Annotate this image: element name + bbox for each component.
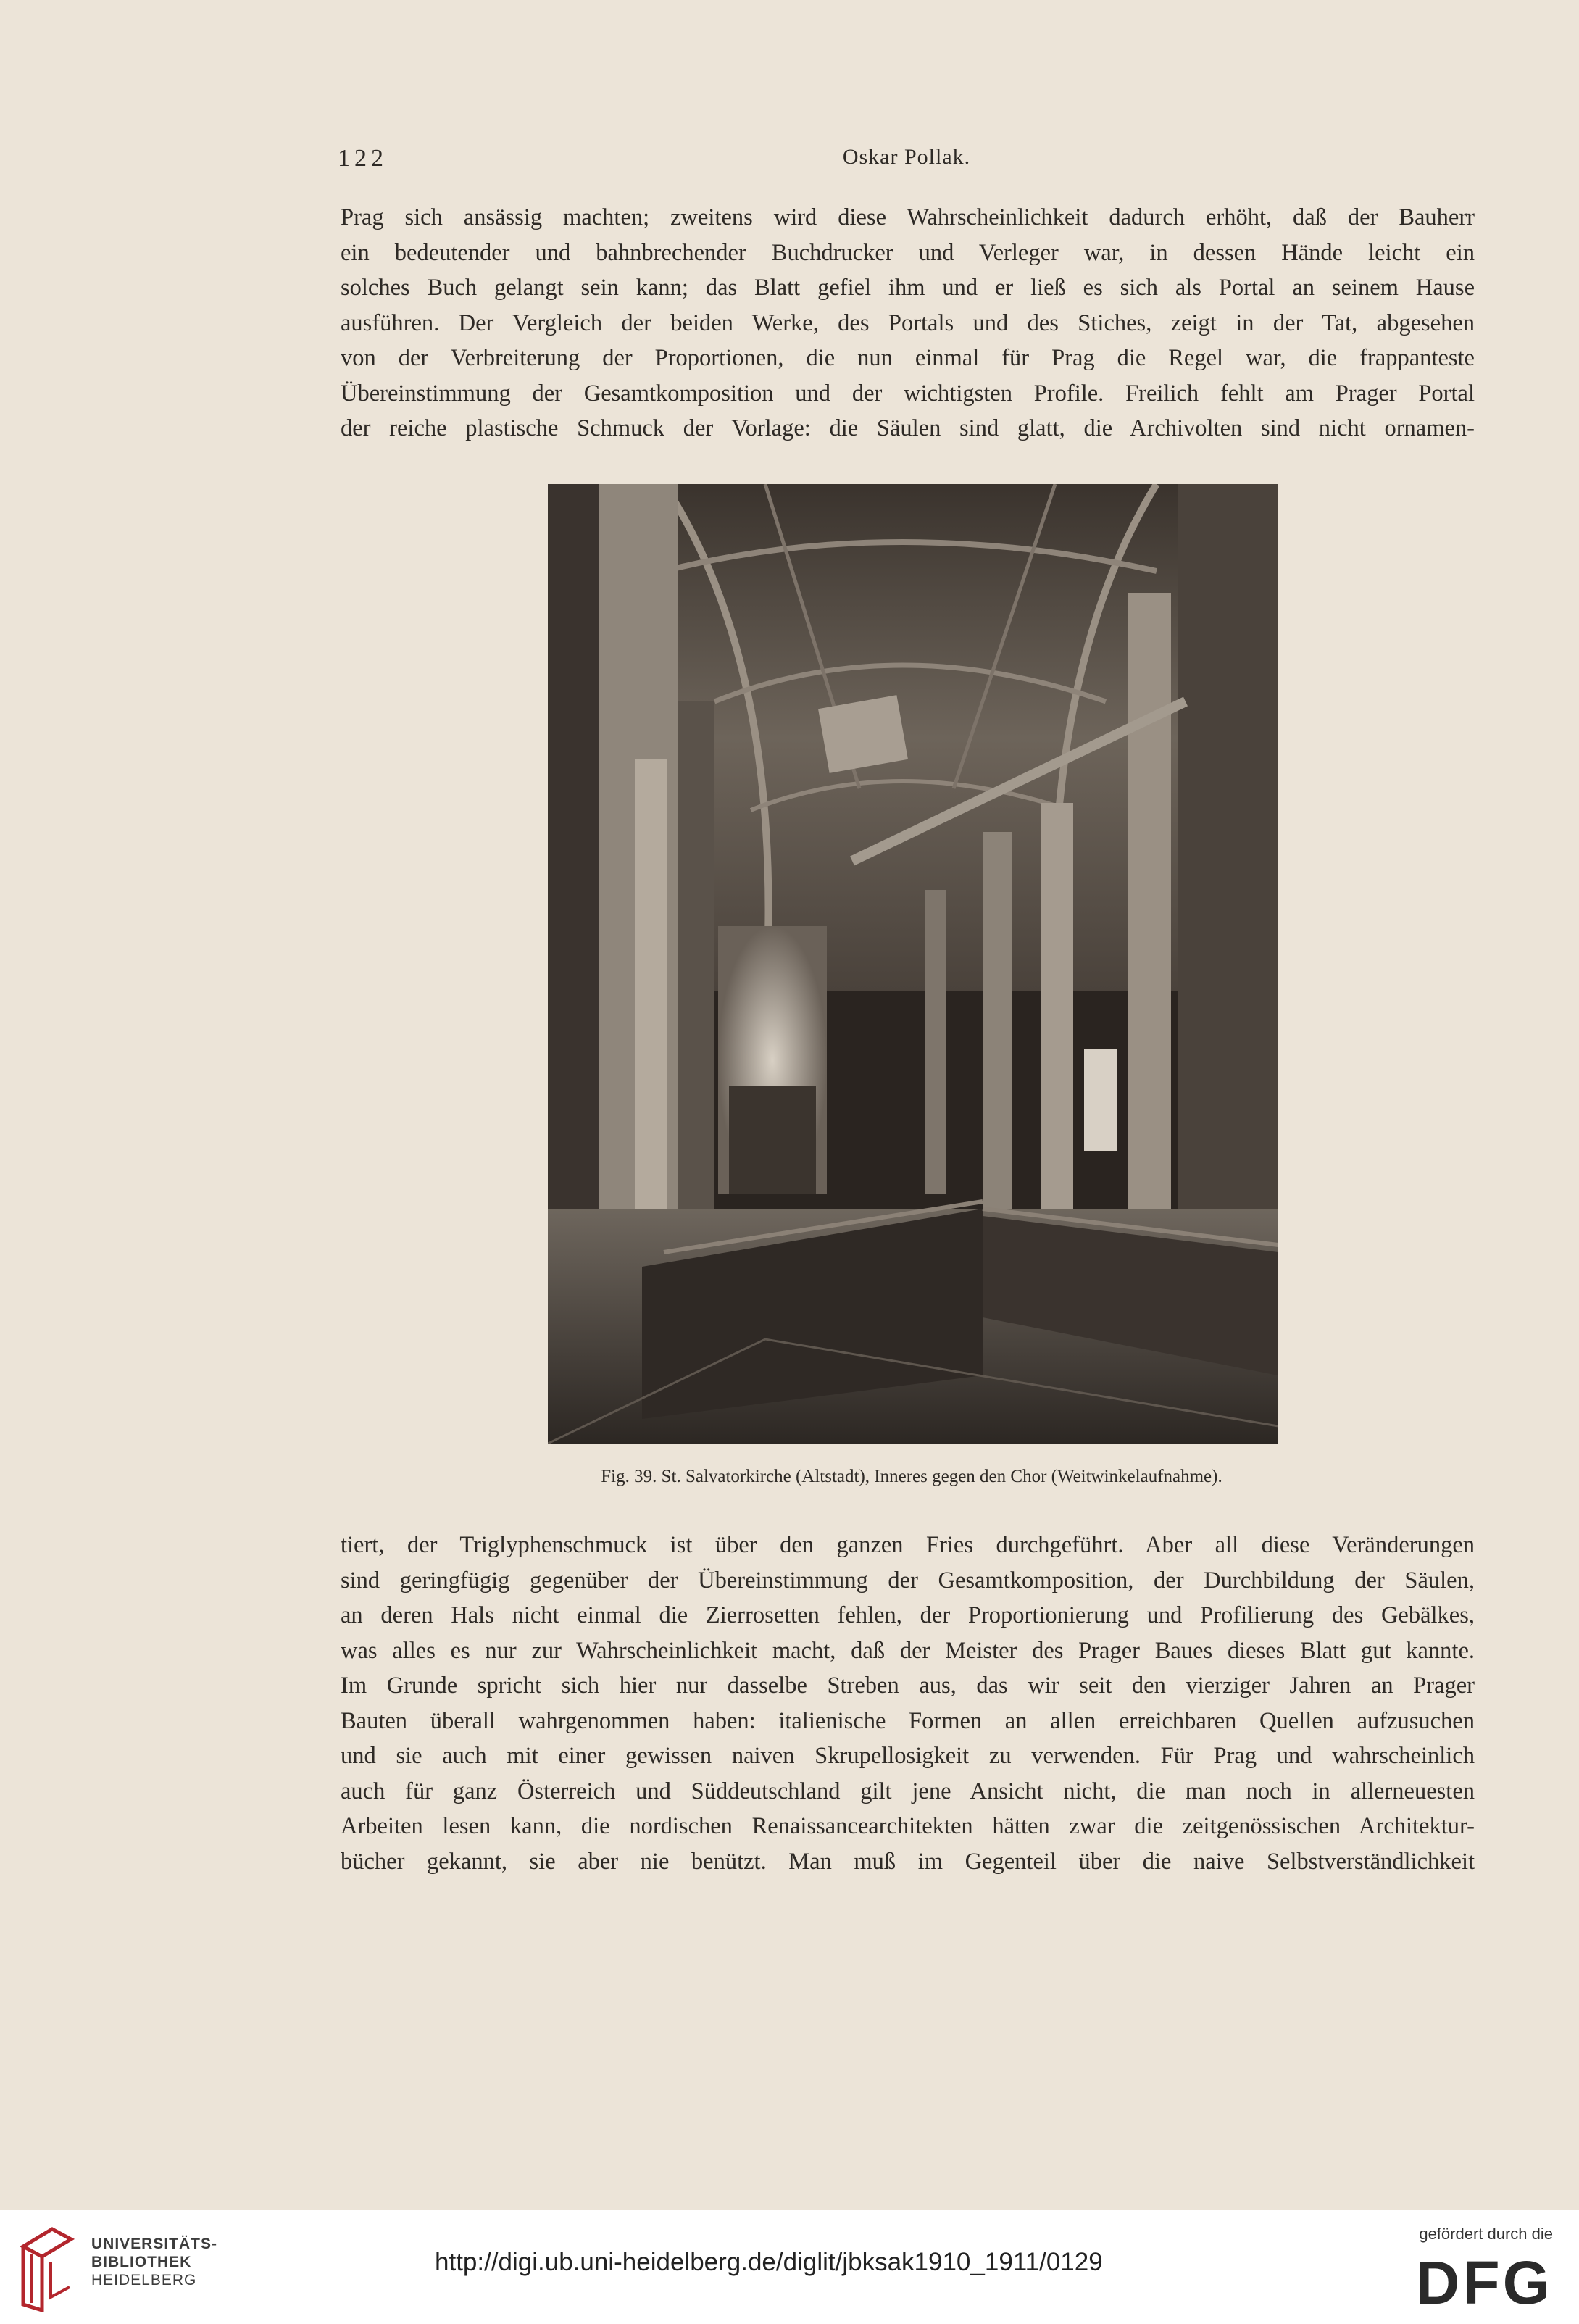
permalink-url[interactable]: http://digi.ub.uni-heidelberg.de/diglit/jbksak1910_1911/0129 xyxy=(435,2248,1103,2276)
text-line: ausführen. Der Vergleich der beiden Werke, des Portals und des Stiches, zeigt in der Tat, abgesehen xyxy=(341,309,1475,336)
photo-illustration xyxy=(548,484,1278,1444)
text-line: tiert, der Triglyphenschmuck ist über den ganzen Fries durchgeführt. Aber all diese Veränderungen xyxy=(341,1532,1475,1558)
library-name xyxy=(91,2235,217,2289)
text-line: Bauten überall wahrgenommen haben: italienische Formen an allen erreichbaren Quellen aufzusuchen xyxy=(341,1707,1475,1734)
funded-by-text: gefördert durch die xyxy=(1419,2225,1553,2243)
page-header xyxy=(338,145,1475,181)
text-line: Prag sich ansässig machten; zweitens wird diese Wahrscheinlichkeit dadurch erhöht, daß der Bauherr xyxy=(341,204,1475,230)
running-head: Oskar Pollak. xyxy=(842,145,971,169)
university-library-logo-icon xyxy=(16,2225,78,2312)
body-text-top xyxy=(341,200,1475,446)
text-line: Übereinstimmung der Gesamtkomposition und der wichtigsten Profile. Freilich fehlt am Prager Portal xyxy=(341,380,1475,407)
text-line: sind geringfügig gegenüber der Übereinstimmung der Gesamtkomposition, der Durchbildung der Säulen, xyxy=(341,1567,1475,1594)
text-line: von der Verbreiterung der Proportionen, die nun einmal für Prag die Regel war, die frappanteste xyxy=(341,345,1475,371)
body-text-bottom xyxy=(341,1528,1475,1879)
text-line: was alles es nur zur Wahrscheinlichkeit macht, daß der Meister des Prager Baues dieses Blatt gut kannte. xyxy=(341,1637,1475,1664)
dfg-logo: DFG xyxy=(1415,2249,1553,2317)
text-line: der reiche plastische Schmuck der Vorlage: die Säulen sind glatt, die Archivolten sind nicht ornamen- xyxy=(341,415,1475,441)
figure-caption: Fig. 39. St. Salvatorkirche (Altstadt), Inneres gegen den Chor (Weitwinkelaufnahme). xyxy=(601,1467,1222,1486)
church-interior-photo xyxy=(548,484,1278,1444)
text-line: und sie auch mit einer gewissen naiven Skrupellosigkeit zu verwenden. Für Prag und wahrscheinlich xyxy=(341,1743,1475,1769)
text-line: ein bedeutender und bahnbrechender Buchdrucker und Verleger war, in dessen Hände leicht ein xyxy=(341,239,1475,266)
text-line: Arbeiten lesen kann, die nordischen Renaissancearchitekten hätten zwar die zeitgenössischen Architektur- xyxy=(341,1813,1475,1839)
library-name-line: BIBLIOTHEK xyxy=(91,2254,192,2270)
library-name-line: UNIVERSITÄTS- xyxy=(91,2236,218,2252)
digitization-footer xyxy=(0,2210,1579,2324)
text-line: an deren Hals nicht einmal die Zierrosetten fehlen, der Proportionierung und Profilierung des Gebälkes, xyxy=(341,1602,1475,1628)
page-number: 122 xyxy=(338,145,388,172)
library-name-line: HEIDELBERG xyxy=(91,2272,197,2288)
text-line: bücher gekannt, sie aber nie benützt. Man muß im Gegenteil über die naive Selbstverständlichkeit xyxy=(341,1848,1475,1875)
text-line: Im Grunde spricht sich hier nur dasselbe Streben aus, das wir seit den vierziger Jahren an Prager xyxy=(341,1673,1475,1699)
text-line: auch für ganz Österreich und Süddeutschland gilt jene Ansicht nicht, die man noch in allerneuesten xyxy=(341,1778,1475,1804)
text-line: solches Buch gelangt sein kann; das Blatt gefiel ihm und er ließ es sich als Portal an seinem Hause xyxy=(341,275,1475,301)
